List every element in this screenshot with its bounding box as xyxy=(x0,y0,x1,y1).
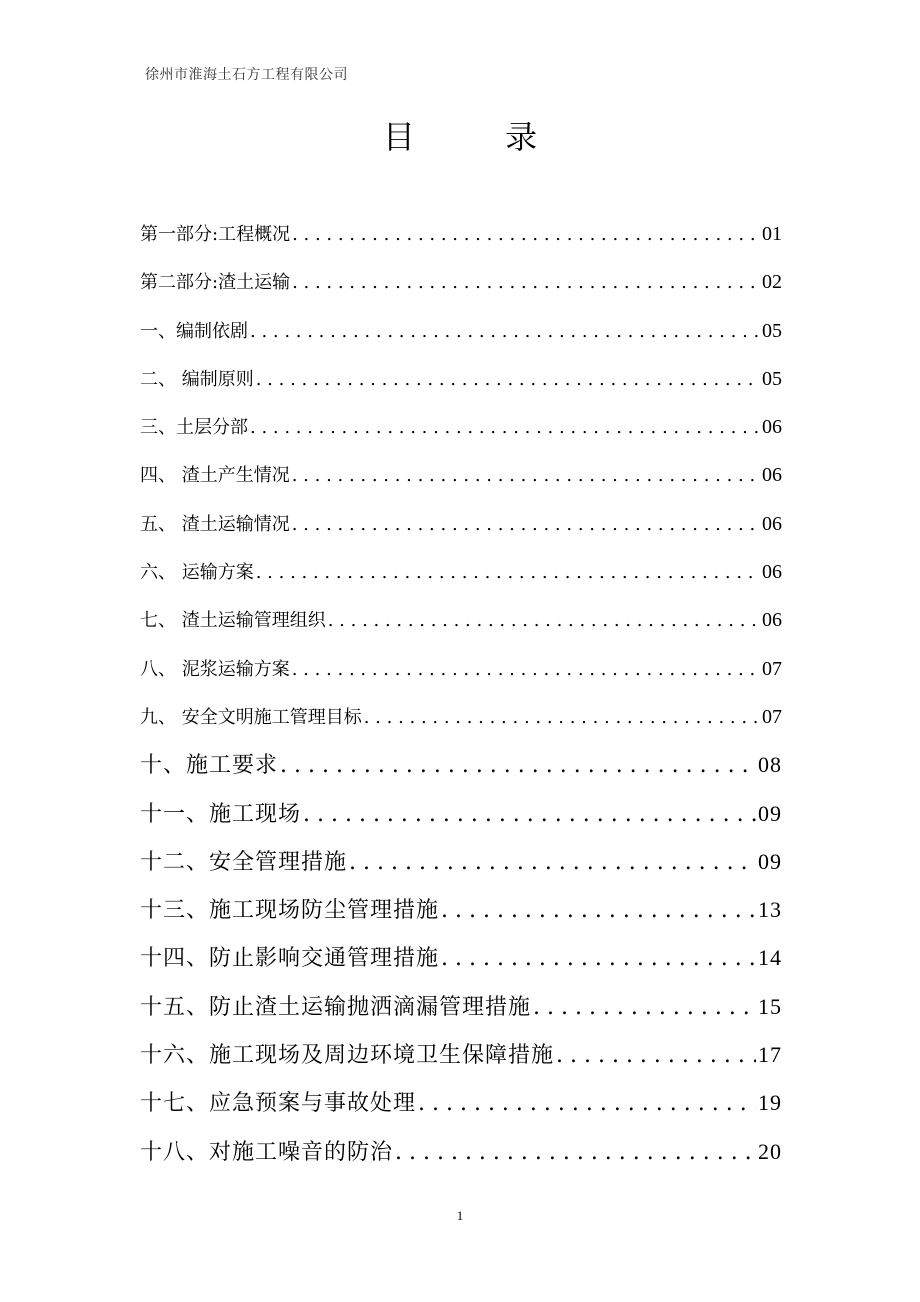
toc-entry[interactable] xyxy=(140,989,782,1037)
toc-entry[interactable] xyxy=(140,796,782,844)
toc-entry-page: 09 xyxy=(758,848,782,874)
toc-entry[interactable] xyxy=(140,651,782,699)
toc-leader-dots xyxy=(292,507,760,543)
toc-entry-label: 十八、对施工噪音的防治 xyxy=(140,1139,394,1165)
toc-entry[interactable] xyxy=(140,409,782,457)
toc-entry-page: 05 xyxy=(762,319,782,342)
toc-entry-label: 十七、应急预案与事故处理 xyxy=(140,1091,417,1117)
toc-entry-label: 五、 渣土运输情况 xyxy=(140,513,290,535)
toc-entry-label: 七、 渣土运输管理组织 xyxy=(140,610,326,632)
toc-leader-dots xyxy=(250,314,760,350)
toc-entry-label: 十五、防止渣土运输抛洒滴漏管理措施 xyxy=(140,994,532,1020)
toc-entry-page: 05 xyxy=(762,367,782,390)
toc-entry-page: 01 xyxy=(762,223,782,245)
toc-entry[interactable] xyxy=(140,506,782,554)
toc-leader-dots xyxy=(256,362,760,398)
toc-entry-label: 十四、防止影响交通管理措施 xyxy=(140,946,440,972)
toc-entry[interactable] xyxy=(140,264,782,312)
toc-entry-label: 三、土层分部 xyxy=(140,417,248,439)
toc-entry-page: 06 xyxy=(762,561,782,584)
toc-leader-dots xyxy=(395,1135,756,1171)
toc-entry[interactable] xyxy=(140,1037,782,1085)
toc-entry-label: 第一部分:工程概况 xyxy=(140,224,291,245)
toc-entry-page: 06 xyxy=(762,512,782,535)
page-header-company: 徐州市淮海土石方工程有限公司 xyxy=(145,67,348,83)
toc-entry[interactable] xyxy=(140,940,782,988)
toc-entry[interactable] xyxy=(140,457,782,505)
toc-entry-page: 09 xyxy=(758,800,782,826)
toc-entry-page: 08 xyxy=(758,752,782,778)
toc-leader-dots xyxy=(349,845,756,881)
toc-entry-page: 14 xyxy=(758,945,782,971)
toc-entry-page: 19 xyxy=(758,1090,782,1116)
toc-leader-dots xyxy=(364,700,760,736)
table-of-contents xyxy=(140,216,782,1182)
toc-entry-label: 十六、施工现场及周边环境卫生保障措施 xyxy=(140,1043,555,1069)
toc-entry[interactable] xyxy=(140,1085,782,1133)
toc-entry-page: 13 xyxy=(758,897,782,923)
toc-entry[interactable] xyxy=(140,892,782,940)
toc-leader-dots xyxy=(250,410,760,446)
document-title: 目 录 xyxy=(382,118,578,156)
toc-leader-dots xyxy=(256,555,760,591)
toc-leader-dots xyxy=(292,265,760,301)
toc-entry-label: 十二、安全管理措施 xyxy=(140,849,348,875)
toc-leader-dots xyxy=(418,1086,756,1122)
toc-leader-dots xyxy=(292,217,760,253)
toc-entry-label: 十、施工要求 xyxy=(140,753,279,779)
toc-entry-page: 06 xyxy=(762,609,782,632)
toc-entry-page: 20 xyxy=(758,1138,782,1164)
toc-entry-label: 第二部分:渣土运输 xyxy=(140,272,291,294)
toc-entry[interactable] xyxy=(140,844,782,892)
toc-leader-dots xyxy=(556,1038,756,1074)
toc-entry-label: 十三、施工现场防尘管理措施 xyxy=(140,898,440,924)
toc-entry-label: 九、 安全文明施工管理目标 xyxy=(140,706,362,728)
toc-entry-page: 15 xyxy=(758,993,782,1019)
toc-leader-dots xyxy=(292,652,760,688)
toc-leader-dots xyxy=(441,893,756,929)
toc-leader-dots xyxy=(280,748,756,784)
toc-entry[interactable] xyxy=(140,602,782,650)
toc-leader-dots xyxy=(292,458,760,494)
toc-entry[interactable] xyxy=(140,554,782,602)
toc-leader-dots xyxy=(328,603,760,639)
toc-entry-page: 17 xyxy=(758,1042,782,1068)
toc-leader-dots xyxy=(533,990,756,1026)
toc-entry-page: 07 xyxy=(762,705,782,728)
toc-entry[interactable] xyxy=(140,313,782,361)
toc-entry-label: 八、 泥浆运输方案 xyxy=(140,658,290,680)
toc-entry-label: 十一、施工现场 xyxy=(140,801,302,827)
page-number: 1 xyxy=(456,1208,464,1223)
toc-entry-label: 二、 编制原则 xyxy=(140,368,254,390)
toc-entry-page: 06 xyxy=(762,464,782,487)
toc-entry-page: 07 xyxy=(762,657,782,680)
toc-leader-dots xyxy=(303,797,756,833)
toc-entry[interactable] xyxy=(140,1134,782,1182)
toc-entry-label: 一、编制依剧 xyxy=(140,320,248,342)
toc-entry-label: 六、 运输方案 xyxy=(140,562,254,584)
toc-entry-page: 06 xyxy=(762,416,782,439)
toc-entry[interactable] xyxy=(140,216,782,264)
toc-entry[interactable] xyxy=(140,361,782,409)
toc-entry-label: 四、 渣土产生情况 xyxy=(140,465,290,487)
toc-entry[interactable] xyxy=(140,699,782,747)
toc-leader-dots xyxy=(441,941,756,977)
toc-entry-page: 02 xyxy=(762,271,782,294)
toc-entry[interactable] xyxy=(140,747,782,795)
